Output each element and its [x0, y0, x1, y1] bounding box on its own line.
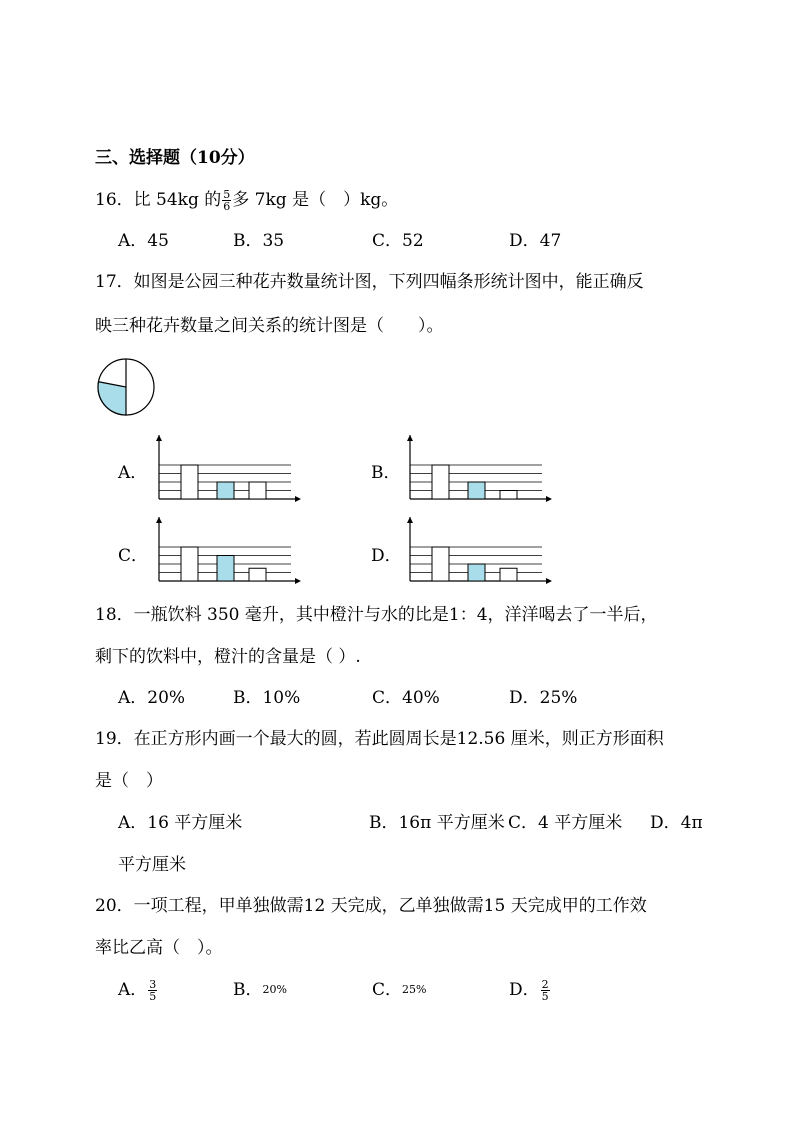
- bar-2: [468, 482, 485, 499]
- q16-suffix: 多 7kg 是（ ）kg。: [232, 190, 399, 210]
- y-axis-arrow: [156, 435, 162, 441]
- bar-1: [432, 465, 449, 499]
- q17-bar-chart-d[interactable]: [404, 515, 554, 587]
- q17-option-d[interactable]: D．: [371, 546, 402, 566]
- x-axis-arrow: [295, 578, 301, 584]
- q19-option-b[interactable]: B．16π 平方厘米: [369, 813, 505, 833]
- q16-fraction: $\frac{5}{6}$: [223, 188, 231, 213]
- bar-3: [249, 482, 266, 499]
- q18-option-c[interactable]: C．40%: [372, 688, 440, 708]
- q16-option-a[interactable]: A．45: [118, 231, 169, 251]
- q17-bar-chart-b[interactable]: [404, 433, 554, 505]
- q16-prefix: 16．比 54kg 的: [95, 190, 222, 210]
- x-axis-arrow: [546, 496, 552, 502]
- bar-1: [181, 465, 198, 499]
- bar-2: [468, 564, 485, 581]
- bar-2: [217, 556, 234, 582]
- q16-option-d[interactable]: D．47: [509, 231, 562, 251]
- question-18-line2: 剩下的饮料中，橙汁的含量是（ ）.: [95, 647, 361, 667]
- q20-option-b[interactable]: B．$^{20\%}$: [233, 980, 287, 1000]
- bar-2: [217, 482, 234, 499]
- section-title: 三、选择题（10分）: [95, 148, 255, 168]
- q19-option-c[interactable]: C．4 平方厘米: [508, 813, 623, 833]
- question-20-line1: 20．一项工程，甲单独做需12 天完成，乙单独做需15 天完成甲的工作效: [95, 896, 647, 916]
- y-axis-arrow: [407, 517, 413, 523]
- q16-option-c[interactable]: C．52: [372, 231, 424, 251]
- q17-option-b[interactable]: B．: [371, 463, 401, 483]
- q17-pie-chart: [97, 359, 159, 417]
- bar-3: [500, 491, 517, 500]
- q18-option-a[interactable]: A．20%: [118, 688, 186, 708]
- question-17-line1: 17．如图是公园三种花卉数量统计图，下列四幅条形统计图中，能正确反: [95, 272, 644, 292]
- q18-option-d[interactable]: D．25%: [509, 688, 578, 708]
- q19-option-d[interactable]: D．4π: [650, 813, 703, 833]
- x-axis-arrow: [295, 496, 301, 502]
- q17-bar-chart-a[interactable]: [153, 433, 303, 505]
- bar-1: [181, 547, 198, 581]
- q17-bar-chart-c[interactable]: [153, 515, 303, 587]
- q17-option-c[interactable]: C．: [118, 546, 149, 566]
- x-axis-arrow: [546, 578, 552, 584]
- q19-option-a[interactable]: A．16 平方厘米: [118, 813, 243, 833]
- q18-option-b[interactable]: B．10%: [233, 688, 301, 708]
- question-20-line2: 率比乙高（ ）。: [95, 938, 223, 958]
- y-axis-arrow: [156, 517, 162, 523]
- pie-slice-shaded: [98, 382, 126, 415]
- q20-option-d-fraction: $\frac{2}{5}$: [541, 978, 549, 1003]
- question-16: [95, 188, 398, 212]
- q20-option-d[interactable]: D． $\frac{2}{5}$: [509, 978, 549, 1003]
- q19-option-d-cont: 平方厘米: [118, 855, 186, 875]
- question-18-line1: 18．一瓶饮料 350 毫升，其中橙汁与水的比是1：4，洋洋喝去了一半后，: [95, 605, 658, 625]
- bar-3: [500, 568, 517, 581]
- q20-option-a-fraction: $\frac{3}{5}$: [149, 978, 157, 1003]
- q20-option-a[interactable]: A． $\frac{3}{5}$: [118, 978, 157, 1003]
- question-17-line2: 映三种花卉数量之间关系的统计图是（ ）。: [95, 316, 444, 336]
- bar-3: [249, 568, 266, 581]
- bar-1: [432, 547, 449, 581]
- q20-option-c[interactable]: C．$^{25\%}$: [372, 980, 427, 1000]
- y-axis-arrow: [407, 435, 413, 441]
- question-19-line1: 19．在正方形内画一个最大的圆，若此圆周长是12.56 厘米，则正方形面积: [95, 729, 664, 749]
- q17-option-a[interactable]: A．: [118, 463, 148, 483]
- question-19-line2: 是（ ）: [95, 771, 163, 791]
- q16-option-b[interactable]: B．35: [233, 231, 285, 251]
